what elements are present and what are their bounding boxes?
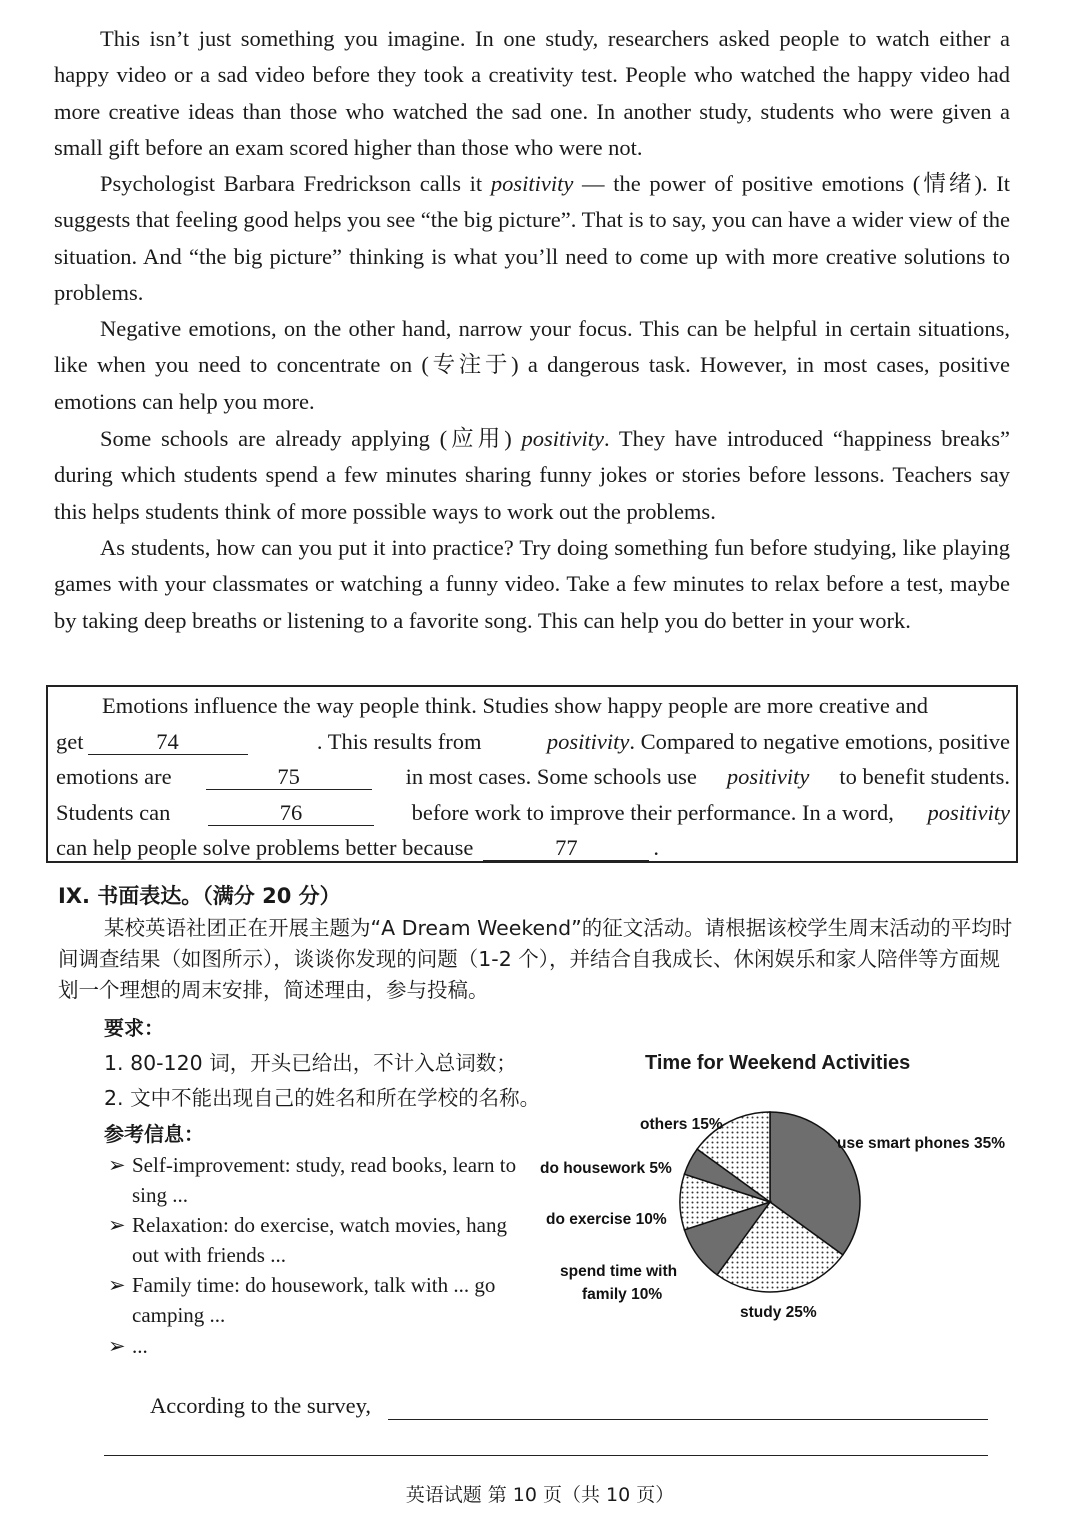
p2-text-c: — the power of positive emotions (情绪). It suggests that feeling good helps you see “the big picture”. That is to say, you can have a wider view of the situation. And “the big picture” thinking is what you’ll need to come up with more creative solutions to problems.	[54, 171, 1011, 306]
summary-line-5	[56, 833, 1010, 863]
p2-positivity: positivity	[490, 171, 574, 196]
writing-line[interactable]	[388, 1419, 988, 1420]
summary-text: Students can	[56, 800, 171, 825]
summary-period: .	[653, 835, 659, 860]
summary-text: in most cases. Some schools use	[405, 764, 697, 789]
p4-positivity: positivity	[521, 426, 604, 451]
arrow-bullet-icon: ➢	[108, 1213, 126, 1237]
chart-title: Time for Weekend Activities	[645, 1052, 911, 1074]
reference-bullet	[108, 1331, 528, 1361]
writing-task-intro: 某校英语社团正在开展主题为“A Dream Weekend”的征文活动。请根据该校学生周末活动的平均时间调查结果（如图所示），谈谈你发现的问题（1-2 个），并结合自我成长、休闲娱乐和家人陪伴等方面规划一个理想的周末安排，简述理由，参与投稿。	[58, 916, 1013, 1002]
summary-positivity: positivity	[726, 764, 810, 789]
writing-opening: According to the survey,	[150, 1393, 371, 1418]
reference-bullet	[108, 1210, 528, 1270]
arrow-bullet-icon: ➢	[108, 1153, 126, 1177]
summary-text: to benefit students.	[839, 764, 1010, 789]
label-family-2: family 10%	[582, 1286, 663, 1303]
writing-line[interactable]	[104, 1455, 988, 1456]
reference-bullet	[108, 1270, 528, 1330]
label-others: others 15%	[640, 1116, 723, 1133]
label-study: study 25%	[740, 1304, 817, 1321]
requirements-label: 要求：	[104, 1016, 164, 1040]
requirement-2: 2. 文中不能出现自己的姓名和所在学校的名称。	[104, 1086, 541, 1110]
pie-chart	[520, 1100, 1040, 1330]
arrow-bullet-icon: ➢	[108, 1334, 126, 1358]
label-exercise: do exercise 10%	[546, 1211, 667, 1228]
summary-line-2	[56, 727, 1010, 757]
summary-line-4	[56, 798, 1010, 828]
label-smart-phones: use smart phones 35%	[837, 1135, 1005, 1152]
label-housework: do housework 5%	[540, 1160, 672, 1177]
bullet-text: Relaxation: do exercise, watch movies, hang out with friends ...	[132, 1213, 507, 1267]
label-family-1: spend time with	[560, 1263, 678, 1280]
requirement-1: 1. 80-120 词，开头已给出，不计入总词数；	[104, 1051, 517, 1075]
summary-text-tail: . Compared to negative emotions, positive	[629, 729, 1010, 754]
summary-line-1	[56, 691, 1010, 721]
summary-text: before work to improve their performance. In a word,	[411, 800, 894, 825]
section-title: IX. 书面表达。（满分 20 分）	[58, 884, 341, 908]
summary-text: Emotions influence the way people think. Studies show happy people are more creative and	[102, 693, 929, 718]
arrow-bullet-icon: ➢	[108, 1273, 126, 1297]
summary-positivity: positivity	[546, 729, 630, 754]
summary-word-get: get	[56, 729, 84, 754]
summary-text: can help people solve problems better because	[56, 835, 474, 860]
p2-text-a: Psychologist Barbara Fredrickson calls it	[100, 171, 491, 196]
page-footer: 英语试题 第 10 页（共 10 页）	[405, 1484, 675, 1506]
summary-text	[56, 727, 252, 757]
summary-text	[547, 727, 1010, 757]
passage-paragraph-1: This isn’t just something you imagine. In one study, researchers asked people to watch either a happy video or a sad video before they took a creativity test. People who watched the happy video had more creative ideas than those who watched the sad one. In another study, students who were given a small gift before an exam scored higher than those who were not.	[54, 26, 1010, 161]
summary-box	[46, 685, 1018, 863]
reference-label: 参考信息：	[104, 1122, 204, 1146]
passage-paragraph-4	[54, 421, 1010, 530]
answer-blank-75[interactable]: 75	[206, 765, 372, 790]
p4-text-a: Some schools are already applying (应用)	[100, 426, 522, 451]
answer-blank-77[interactable]: 77	[483, 836, 649, 861]
answer-blank-76[interactable]: 76	[208, 801, 374, 826]
bullet-text: Self-improvement: study, read books, learn to sing ...	[132, 1153, 517, 1207]
summary-line-3	[56, 762, 1010, 792]
summary-positivity: positivity	[927, 800, 1010, 825]
reference-bullet	[108, 1150, 528, 1210]
p4-text-c: . They have introduced “happiness breaks” during which students spend a few minutes sharing funny jokes or stories before lessons. Teachers say this helps students think of more possible ways to work out the problems.	[54, 426, 1010, 524]
passage-paragraph-3: Negative emotions, on the other hand, narrow your focus. This can be helpful in certain situations, like when you need to concentrate on (专注于) a dangerous task. However, in most cases, positive emotions can help you more.	[54, 316, 1010, 414]
answer-blank-74[interactable]: 74	[88, 730, 248, 755]
bullet-text: ...	[132, 1334, 148, 1358]
bullet-text: Family time: do housework, talk with ... go camping ...	[132, 1273, 496, 1327]
passage-paragraph-2	[54, 166, 1010, 312]
passage-paragraph-5: As students, how can you put it into practice? Try doing something fun before studying, like playing games with your classmates or watching a funny video. Take a few minutes to relax before a test, maybe by taking deep breaths or listening to a favorite song. This can help you do better in your work.	[54, 535, 1010, 633]
summary-text: emotions are	[56, 764, 172, 789]
summary-text: . This results from	[316, 729, 482, 754]
